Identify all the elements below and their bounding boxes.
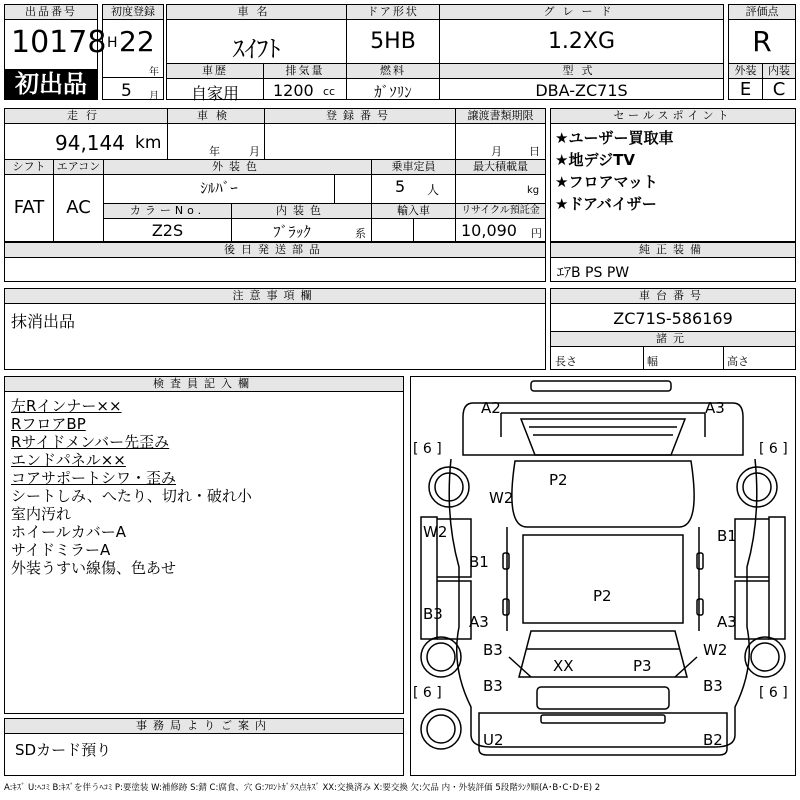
damage-mark: A3 (717, 613, 737, 631)
recycle-unit: 円 (531, 227, 542, 240)
displacement: 1200 (273, 81, 314, 100)
mileage: 94,144 (55, 131, 125, 155)
damage-mark: P2 (593, 587, 612, 605)
registration-box (102, 4, 164, 100)
color-no-label: カラーNo. (104, 204, 231, 219)
notes-box (4, 288, 546, 370)
sales-point: ★フロアマット (555, 173, 658, 191)
sales-point: ★地デジTV (555, 151, 635, 169)
score-label: 評価点 (729, 5, 795, 20)
sales-points-list (555, 127, 673, 215)
equipment-value: ｴｱB PS PW (557, 265, 630, 281)
damage-mark: W2 (423, 523, 448, 541)
inspector-label: 検査員記入欄 (5, 377, 403, 392)
mileage-label: 走行 (5, 109, 167, 124)
damage-mark: B1 (469, 553, 489, 571)
lot-number: 10178 (11, 25, 107, 60)
evaluation-box (728, 4, 796, 100)
history-label: 車歴 (167, 64, 263, 79)
transfer-day-unit: 日 (529, 145, 540, 158)
car-diagram (411, 377, 795, 775)
registration-month: 5 (121, 81, 132, 101)
recycle-label: リサイクル預託金 (456, 204, 545, 219)
damage-mark: W2 (703, 641, 728, 659)
displacement-label: 排気量 (264, 64, 346, 79)
damage-mark: U2 (483, 731, 504, 749)
dims-label: 諸元 (551, 331, 795, 347)
import-label: 輸入車 (372, 204, 455, 219)
model-label: 型式 (440, 64, 723, 79)
car-name: ｽｲﾌﾄ (232, 35, 281, 63)
shift-label: シフト (5, 160, 53, 175)
registration-year: 22 (119, 25, 155, 58)
damage-mark: P2 (549, 471, 568, 489)
office-box (4, 718, 404, 776)
damage-mark: W2 (489, 489, 514, 507)
exterior-grade: E (739, 79, 752, 100)
office-label: 事務局よりご案内 (5, 719, 403, 734)
length-label: 長さ (555, 355, 577, 368)
tire-mark: [ 6 ] (759, 685, 788, 701)
inspector-line: シートしみ、へたり、切れ・破れ小 (11, 487, 252, 505)
chassis-label: 車台番号 (551, 289, 795, 304)
inspector-line: 外装うすい線傷、色あせ (11, 559, 177, 577)
mileage-unit: km (135, 133, 162, 153)
notes-label: 注意事項欄 (5, 289, 545, 304)
inspector-line: Rサイドメンバー先歪み (11, 433, 170, 451)
capacity-label: 乗車定員 (372, 160, 455, 175)
inspector-line: RフロアBP (11, 415, 86, 433)
damage-mark: P3 (633, 657, 652, 675)
damage-mark: A3 (705, 399, 725, 417)
equipment-box (550, 242, 796, 282)
damage-mark: B3 (483, 677, 503, 695)
inspector-line: 左Rインナー×× (11, 397, 122, 415)
inspector-line: ホイールカバーA (11, 523, 126, 541)
inspector-box (4, 376, 404, 714)
recycle-amount: 10,090 (461, 221, 517, 240)
later-parts-box (4, 242, 546, 282)
int-color: ﾌﾞﾗｯｸ (273, 223, 311, 241)
load-label: 最大積載量 (456, 160, 545, 175)
notes-value: 抹消出品 (11, 312, 76, 331)
capacity-unit: 人 (427, 183, 440, 197)
ext-color: ｼﾙﾊﾞｰ (200, 179, 238, 197)
inspection-label: 車検 (168, 109, 264, 124)
displacement-unit: cc (323, 85, 336, 98)
ext-color-label: 外装色 (104, 160, 371, 175)
interior-grade: C (772, 79, 786, 100)
lot-label: 出品番号 (5, 5, 97, 20)
ac-label: エアコン (54, 160, 103, 175)
registration-era: H (107, 35, 118, 51)
capacity: 5 (395, 177, 406, 196)
chassis-box (550, 288, 796, 370)
inspection-year-unit: 年 (209, 145, 220, 158)
load-unit: kg (527, 185, 540, 196)
later-parts-label: 後日発送部品 (5, 243, 545, 258)
transfer-label: 譲渡書類期限 (456, 109, 545, 124)
damage-mark: B3 (483, 641, 503, 659)
int-color-suffix: 系 (355, 227, 366, 240)
tire-mark: [ 6 ] (413, 441, 442, 457)
registration-month-unit: 月 (149, 91, 159, 102)
ac: AC (66, 197, 91, 218)
sales-point: ★ユーザー買取車 (555, 129, 674, 147)
inspector-line: エンドパネル×× (11, 451, 126, 469)
door-type-label: ドア形状 (347, 5, 439, 20)
tire-mark: [ 6 ] (759, 441, 788, 457)
damage-mark: B1 (717, 527, 737, 545)
inspector-line: コアサポートシワ・歪み (11, 469, 177, 487)
height-label: 高さ (727, 355, 749, 368)
exterior-grade-label: 外装 (729, 64, 762, 79)
inspector-line: サイドミラーA (11, 541, 111, 559)
width-label: 幅 (647, 355, 658, 368)
evaluation-score: R (752, 25, 772, 58)
damage-mark: B3 (703, 677, 723, 695)
vehicle-box (166, 4, 724, 103)
car-name-label: 車名 (167, 5, 346, 20)
damage-mark: A3 (469, 613, 489, 631)
sales-point: ★ドアバイザー (555, 195, 657, 213)
sales-points-label: セールスポイント (551, 109, 795, 124)
chassis-number: ZC71S-586169 (613, 309, 733, 328)
inspector-lines (11, 397, 252, 577)
shift: FAT (13, 197, 45, 218)
grade: 1.2XG (547, 29, 616, 54)
inspection-month-unit: 月 (249, 145, 260, 158)
damage-legend: A:ｷｽﾞ U:ﾍｺﾐ B:ｷｽﾞを伴うﾍｺﾐ P:要塗装 W:補修跡 S:錆 C:腐食、穴 G:ﾌﾛﾝﾄｶﾞﾗｽ点ｷｽﾞ XX:交換済み X:要交換 欠:欠品 内・外装評価 5段階ﾗﾝｸ順(A･B･C･D･E) 2 (4, 783, 601, 793)
transfer-month-unit: 月 (491, 145, 502, 158)
first-listing-badge: 初出品 (5, 69, 97, 99)
color-no: Z2S (151, 221, 184, 240)
interior-grade-label: 内装 (763, 64, 795, 79)
office-value: SDカード預り (15, 741, 112, 759)
registration-year-unit: 年 (149, 67, 159, 78)
int-color-label: 内装色 (232, 204, 371, 219)
tire-mark: [ 6 ] (413, 685, 442, 701)
history: 自家用 (190, 84, 239, 103)
plate-label: 登録番号 (265, 109, 455, 124)
equipment-label: 純正装備 (551, 243, 795, 258)
inspector-line: 室内汚れ (11, 505, 72, 523)
door-type: 5HB (370, 29, 416, 54)
lot-box (4, 4, 107, 100)
sales-points-box (550, 108, 796, 242)
model: DBA-ZC71S (535, 81, 628, 100)
details-box (4, 108, 546, 242)
damage-mark: B2 (703, 731, 723, 749)
fuel-label: 燃料 (347, 64, 439, 79)
fuel: ｶﾞｿﾘﾝ (374, 83, 412, 101)
grade-label: グレード (440, 5, 723, 20)
damage-mark: A2 (481, 399, 501, 417)
registration-label: 初度登録 (103, 5, 163, 20)
car-diagram-box (410, 376, 796, 776)
damage-mark: B3 (423, 605, 443, 623)
damage-mark: XX (553, 657, 574, 675)
